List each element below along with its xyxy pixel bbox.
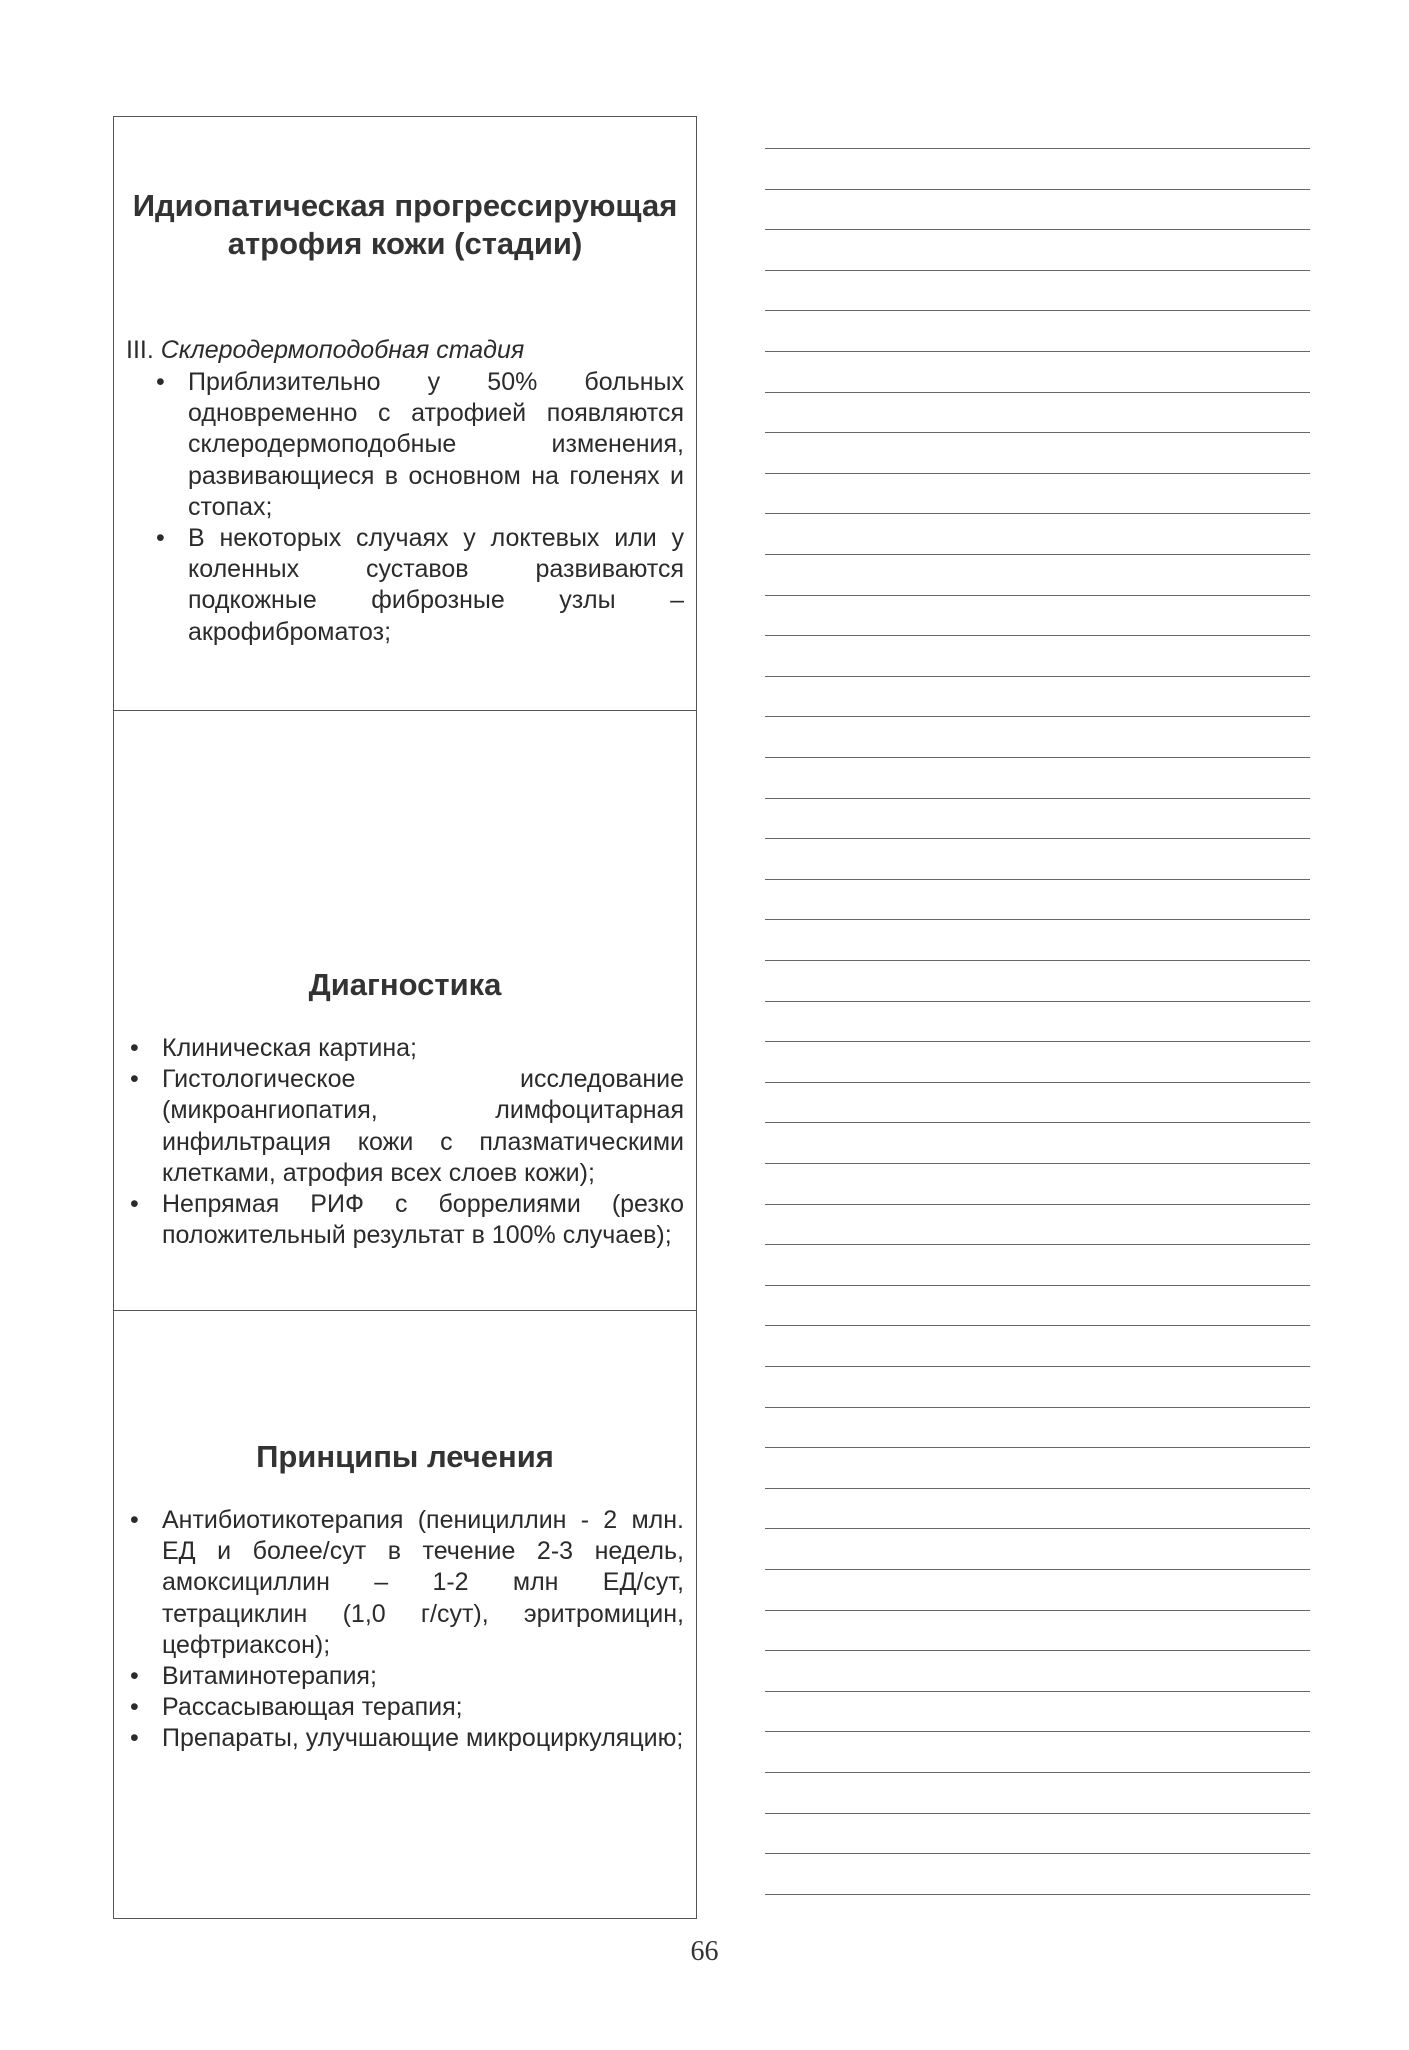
note-line <box>765 1488 1310 1489</box>
note-line <box>765 798 1310 799</box>
bullet-icon: • <box>130 1724 139 1753</box>
list-item <box>126 1661 684 1692</box>
bullet-icon: • <box>156 368 165 396</box>
note-line <box>765 838 1310 839</box>
list-item <box>126 1064 684 1189</box>
note-line <box>765 757 1310 758</box>
note-line <box>765 1447 1310 1448</box>
note-line <box>765 1691 1310 1692</box>
note-line <box>765 1082 1310 1083</box>
note-line <box>765 1569 1310 1570</box>
list-item <box>126 1189 684 1251</box>
section-title: Диагностика <box>308 967 502 1002</box>
note-line <box>765 716 1310 717</box>
list-item-text: Непрямая РИФ с боррелиями (резко положительный результат в 100% случаев); <box>162 1190 684 1250</box>
stage-number: III. <box>126 336 154 364</box>
note-line <box>765 1407 1310 1408</box>
note-line <box>765 1610 1310 1611</box>
list-item-text: В некоторых случаях у локтевых или у коленных суставов развиваются подкожные фиброзные узлы – акрофиброматоз; <box>188 524 684 646</box>
note-line <box>765 676 1310 677</box>
bullet-list <box>152 367 684 648</box>
stage-name: Склеродермоподобная стадия <box>160 336 525 364</box>
bullet-list <box>126 1505 684 1755</box>
bullet-icon: • <box>130 1662 139 1691</box>
note-line <box>765 1163 1310 1164</box>
note-line <box>765 310 1310 311</box>
page-number: 66 <box>690 1936 719 1967</box>
note-line <box>765 270 1310 271</box>
note-line <box>765 1244 1310 1245</box>
list-item-text: Антибиотикотерапия (пенициллин - 2 млн. ЕД и более/сут в течение 2-3 недель, амоксициллин – 1-2 млн ЕД/сут, тетрациклин (1,0 г/сут), эритромицин, цефтриаксон); <box>162 1506 684 1659</box>
note-line <box>765 229 1310 230</box>
note-line <box>765 432 1310 433</box>
note-line <box>765 1325 1310 1326</box>
bullet-list <box>126 1033 684 1251</box>
note-line <box>765 554 1310 555</box>
list-item-text: Приблизительно у 50% больных одновременно с атрофией появляются склеродермоподобные изменения, развивающиеся в основном на голенях и стопах; <box>188 368 684 521</box>
content-column <box>113 116 697 1919</box>
note-line <box>765 1731 1310 1732</box>
section-treatment <box>114 1311 696 1918</box>
note-line <box>765 189 1310 190</box>
section-diagnostics <box>114 711 696 1311</box>
note-line <box>765 1650 1310 1651</box>
note-line <box>765 1366 1310 1367</box>
list-item-text: Витаминотерапия; <box>162 1662 377 1691</box>
note-line <box>765 392 1310 393</box>
note-line <box>765 1204 1310 1205</box>
section-title: Идиопатическая прогрессирующая атрофия кожи (стадии) <box>132 188 678 261</box>
list-item-text: Рассасывающая терапия; <box>162 1693 463 1722</box>
note-line <box>765 1894 1310 1895</box>
note-line <box>765 1853 1310 1854</box>
note-line <box>765 879 1310 880</box>
note-line <box>765 919 1310 920</box>
list-item <box>126 1505 684 1661</box>
note-line <box>765 595 1310 596</box>
bullet-icon: • <box>130 1506 139 1534</box>
bullet-icon: • <box>130 1693 139 1722</box>
stage-subheading <box>126 335 696 366</box>
note-line <box>765 1001 1310 1002</box>
note-line <box>765 1772 1310 1773</box>
note-line <box>765 1285 1310 1286</box>
bullet-icon: • <box>130 1065 139 1094</box>
list-item <box>126 1723 684 1754</box>
note-line <box>765 635 1310 636</box>
list-item-text: Гистологическое исследование (микроангиопатия, лимфоцитарная инфильтрация кожи с плазматическими клетками, атрофия всех слоев кожи); <box>162 1065 684 1187</box>
list-item <box>152 523 684 648</box>
list-item <box>126 1692 684 1723</box>
list-item-text: Препараты, улучшающие микроциркуляцию; <box>162 1724 684 1753</box>
section-stages <box>114 117 696 711</box>
note-line <box>765 1122 1310 1123</box>
note-line <box>765 473 1310 474</box>
bullet-icon: • <box>130 1190 139 1219</box>
list-item <box>152 367 684 523</box>
list-item-text: Клиническая картина; <box>162 1034 418 1062</box>
section-title: Принципы лечения <box>256 1439 554 1474</box>
note-line <box>765 1041 1310 1042</box>
bullet-icon: • <box>156 524 165 553</box>
note-line <box>765 148 1310 149</box>
note-line <box>765 1528 1310 1529</box>
list-item <box>126 1033 684 1064</box>
note-line <box>765 513 1310 514</box>
note-line <box>765 351 1310 352</box>
note-line <box>765 1813 1310 1814</box>
note-line <box>765 960 1310 961</box>
bullet-icon: • <box>130 1034 139 1062</box>
